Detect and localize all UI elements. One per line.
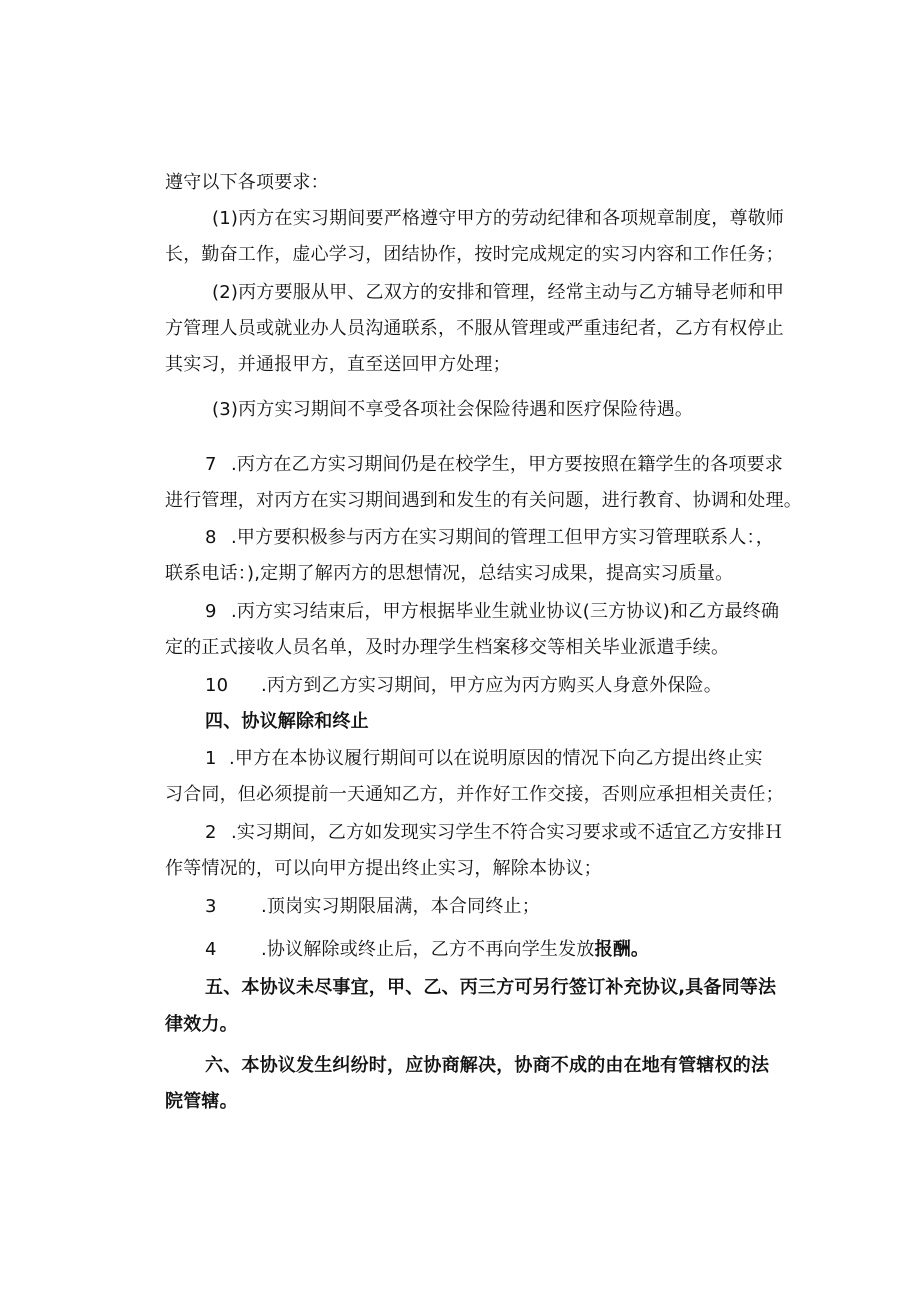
section6-line1: 六、本协议发生纠纷时，应协商解决，协商不成的由在地有管辖权的法 (205, 1055, 770, 1076)
s4-item2-text: .实习期间，乙方如发现实习学生不符合实习要求或不适宜乙方安排Ｈ (231, 822, 783, 843)
s4-item2-line2: 作等情况的，可以向甲方提出终止实习，解除本协议； (165, 858, 602, 879)
item8-number: 8 (205, 527, 217, 548)
req2-line2: 方管理人员或就业办人员沟通联系，不服从管理或严重违纪者，乙方有权停止 (165, 318, 784, 339)
section5-line2: 律效力。 (165, 1014, 238, 1035)
item8-line2: 联系电话：),定期了解丙方的思想情况，总结实习成果，提高实习质量。 (165, 563, 734, 584)
item7-text: .丙方在乙方实习期间仍是在校学生，甲方要按照在籍学生的各项要求 (231, 454, 783, 475)
s4-item2-number: 2 (205, 822, 217, 843)
s4-item4-text: .协议解除或终止后，乙方不再向学生发放 (261, 939, 595, 960)
req2-line3: 其实习，并通报甲方，直至送回甲方处理； (165, 354, 511, 375)
req1-line1: (1)丙方在实习期间要严格遵守甲方的劳动纪律和各项规章制度，尊敬师 (212, 208, 785, 229)
req2-line1: (2)丙方要服从甲、乙双方的安排和管理，经常主动与乙方辅导老师和甲 (212, 282, 785, 303)
item7-line1 (205, 453, 783, 477)
item10-line1 (205, 674, 722, 698)
s4-item1-number: 1 (205, 748, 217, 769)
req1-line2: 长，勤奋工作，虚心学习，团结协作，按时完成规定的实习内容和工作任务； (165, 244, 784, 265)
s4-item4-bold-text: 报酬。 (594, 939, 650, 960)
s4-item3-text: .顶岗实习期限届满，本合同终止； (261, 896, 540, 917)
s4-item2-line1 (205, 821, 783, 845)
item10-text: .丙方到乙方实习期间，甲方应为丙方购买人身意外保险。 (261, 675, 722, 696)
s4-item1-text: .甲方在本协议履行期间可以在说明原因的情况下向乙方提出终止实 (229, 748, 763, 769)
s4-item3-number: 3 (205, 896, 217, 917)
s4-item4-line1 (205, 938, 649, 962)
item9-text: .丙方实习结束后，甲方根据毕业生就业协议(三方协议)和乙方最终确 (231, 601, 780, 622)
s4-item3-line1 (205, 895, 540, 919)
item7-number: 7 (205, 454, 217, 475)
item7-line2: 进行管理，对丙方在实习期间遇到和发生的有关问题，进行教育、协调和处理。 (165, 490, 802, 511)
item9-line2: 定的正式接收人员名单，及时办理学生档案移交等相关毕业派遣手续。 (165, 637, 730, 658)
section5-line1: 五、本协议未尽事宜，甲、乙、丙三方可另行签订补充协议,具备同等法 (205, 977, 777, 998)
item9-line1 (205, 600, 779, 624)
s4-item4-number: 4 (205, 939, 217, 960)
s4-item1-line1 (205, 747, 763, 771)
intro-line: 遵守以下各项要求： (165, 172, 329, 193)
req3-line1: (3)丙方实习期间不享受各项社会保险待遇和医疗保险待遇。 (212, 399, 694, 420)
item10-number: 10 (205, 675, 229, 696)
item8-line1 (205, 526, 774, 550)
s4-item1-line2: 习合同，但必须提前一天通知乙方，并作好工作交接，否则应承担相关责任； (165, 784, 784, 805)
section6-line2: 院管辖。 (165, 1091, 238, 1112)
item8-text: .甲方要积极参与丙方在实习期间的管理工但甲方实习管理联系人：， (231, 527, 774, 548)
section4-heading: 四、协议解除和终止 (205, 711, 369, 732)
item9-number: 9 (205, 601, 217, 622)
